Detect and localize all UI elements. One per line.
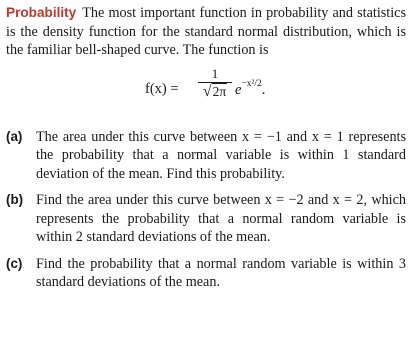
formula-denominator [196,83,234,101]
formula-base: e [235,81,242,98]
part-b-label: (b) [6,192,24,207]
intro-text: The most important function in probability and statistics is the density function for the standard normal distribution, which is the familiar bell-shaped curve. The function is [6,5,406,58]
formula-radicand: 2π [212,83,227,99]
part-c-label: (c) [6,255,23,271]
part-b-text: Find the area under this curve between x = −2 and x = 2, which represents the probability that a normal random variable is within 2 standard deviations of the mean. [36,192,406,245]
radical-sign: √ [202,82,212,100]
intro-heading: Probability [6,5,77,20]
part-a [6,128,406,184]
formula-numerator: 1 [211,65,219,81]
intro-paragraph [6,4,406,60]
part-a-text: The area under this curve between x = −1 and x = 1 represents the probability that a normal variable is within 1 standard deviation of the mean. Find this probability. [36,128,406,182]
formula-period: . [261,81,266,98]
formula-fraction [196,66,234,101]
part-c-text: Find the probability that a normal random variable is within 3 standard deviations of the mean. [36,255,406,290]
part-b [6,191,406,247]
part-c [6,255,406,292]
density-formula [6,64,406,114]
part-a-label: (a) [6,128,23,144]
formula-exponent: −x²/2 [241,78,262,89]
problem-block [6,4,406,292]
formula-lhs: f(x) = [145,80,179,97]
formula-exponential [235,78,266,99]
